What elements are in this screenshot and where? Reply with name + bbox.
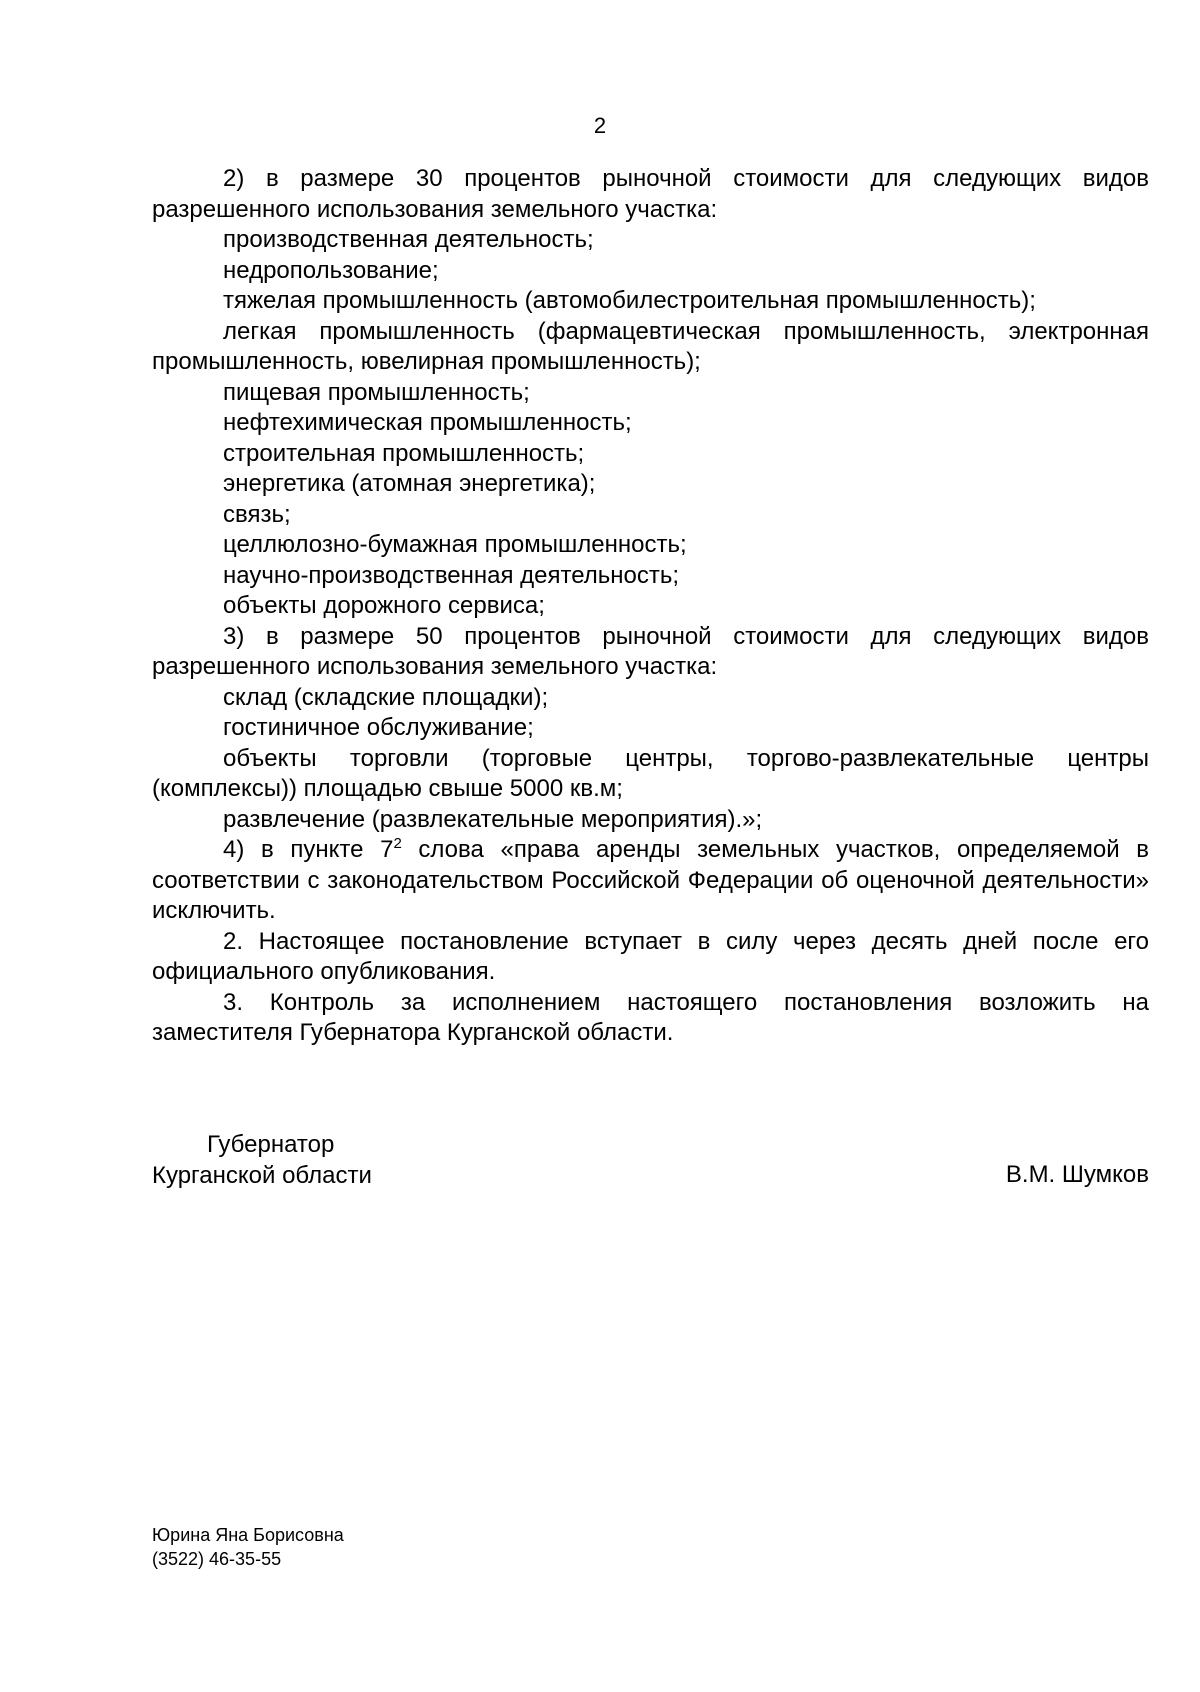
superscript: 2 xyxy=(393,835,402,852)
paragraph-text-before: 4) в пункте 7 xyxy=(223,836,394,863)
list-item: тяжелая промышленность (автомобилестроительная промышленность); xyxy=(223,287,1036,314)
list-item: развлечение (развлекательные мероприятия).»; xyxy=(223,805,763,833)
list-item: строительная промышленность; xyxy=(223,439,585,467)
executor-block xyxy=(152,1523,344,1571)
document-body xyxy=(152,164,1149,1049)
signature-title xyxy=(152,1130,372,1191)
list-item: склад (складские площадки); xyxy=(223,683,549,711)
paragraph-item-3: 3) в размере 50 процентов рыночной стоимости для следующих видов разрешенного использования земельного участка: xyxy=(152,622,1149,680)
signature-title-line1: Губернатор xyxy=(207,1131,335,1158)
paragraph-text-after: слова «права аренды земельных участков, определяемой в соответствии с законодательством Российской Федерации об оценочной деятельности» исключить. xyxy=(152,836,1150,924)
list-item: связь; xyxy=(223,500,291,528)
list-item: пищевая промышленность; xyxy=(223,378,530,406)
list-item: энергетика (атомная энергетика); xyxy=(223,470,596,497)
list-item: объекты торговли (торговые центры, торгово-развлекательные центры (комплексы)) площадью свыше 5000 кв.м; xyxy=(152,744,1149,802)
list-item: гостиничное обслуживание; xyxy=(223,714,534,741)
paragraph-item-4 xyxy=(152,835,1149,927)
list-item: объекты дорожного сервиса; xyxy=(223,592,545,619)
list-item: производственная деятельность; xyxy=(223,226,594,253)
list-item: научно-производственная деятельность; xyxy=(223,561,680,589)
signature-name: В.М. Шумков xyxy=(1005,1161,1149,1188)
paragraph-item-2: 2) в размере 30 процентов рыночной стоимости для следующих видов разрешенного использования земельного участка: xyxy=(152,165,1149,223)
clause-2: 2. Настоящее постановление вступает в силу через десять дней после его официального опубликования. xyxy=(152,927,1149,985)
page-number: 2 xyxy=(593,113,607,138)
signature-title-line2: Курганской области xyxy=(152,1161,372,1189)
executor-phone: (3522) 46-35-55 xyxy=(152,1549,282,1569)
clause-3: 3. Контроль за исполнением настоящего постановления возложить на заместителя Губернатора Курганской области. xyxy=(152,988,1149,1046)
list-item: недропользование; xyxy=(223,256,439,284)
list-item: целлюлозно-бумажная промышленность; xyxy=(223,531,687,558)
list-item: нефтехимическая промышленность; xyxy=(223,409,632,436)
list-item: легкая промышленность (фармацевтическая промышленность, электронная промышленность, ювелирная промышленность); xyxy=(152,317,1149,375)
executor-name: Юрина Яна Борисовна xyxy=(152,1525,344,1545)
